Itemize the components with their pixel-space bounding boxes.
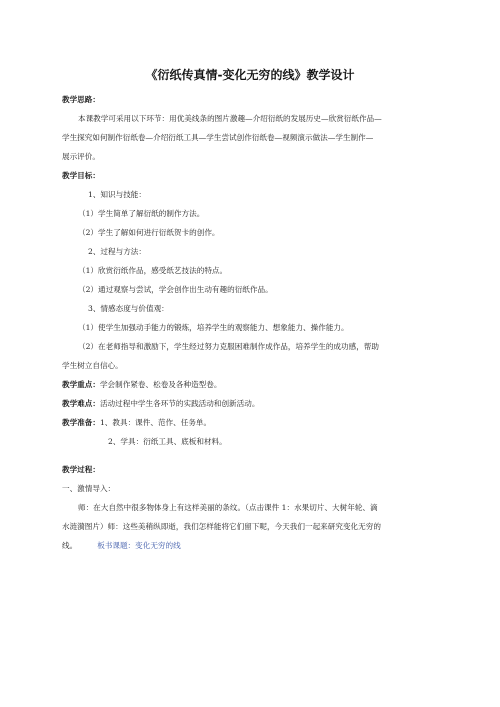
goal-3-item-b-line-1: （2）在老师指导和激励下，学生经过努力克服困难制作成作品，培养学生的成功感，帮助 xyxy=(78,342,379,351)
preparation-row xyxy=(62,418,211,428)
board-topic-text: 板书课题：变化无穷的线 xyxy=(97,541,181,550)
goal-1-heading: 1、知识与技能： xyxy=(88,190,146,199)
preparation-item-1: 1、教具：课件、范作、任务单。 xyxy=(99,418,212,427)
thinking-label: 教学思路： xyxy=(62,95,100,104)
goal-2-item-a: （1）欣赏衍纸作品，感受纸艺技法的特点。 xyxy=(78,266,228,275)
step-1-line-1: 师：在大自然中很多物体身上有这样美丽的条纹。（点击课件 1：水果切片、大树年轮、滴 xyxy=(78,503,378,512)
goal-3-item-b-line-2: 学生树立自信心。 xyxy=(62,361,123,370)
goal-3-heading: 3、情感态度与价值观： xyxy=(88,304,169,313)
difficulty-label: 教学难点： xyxy=(62,399,100,408)
goal-1-item-a: （1）学生简单了解衍纸的制作方法。 xyxy=(78,209,205,218)
difficulty-row xyxy=(62,399,259,409)
goal-2-heading: 2、过程与方法： xyxy=(88,247,146,256)
thinking-line-3: 展示评价。 xyxy=(62,152,100,161)
step-1-line-2: 水涟漪图片）师：这些美稍纵即逝，我们怎样能将它们留下呢，今天我们一起来研究变化无穷的 xyxy=(62,522,381,531)
step-1-heading: 一、激情导入： xyxy=(62,484,116,493)
key-point-text: 学会制作紧卷、松卷及各种造型卷。 xyxy=(99,380,222,389)
document-title: 《衍纸传真情-变化无穷的线》教学设计 xyxy=(145,68,355,82)
goals-label: 教学目标： xyxy=(62,171,100,180)
goal-1-item-b: （2）学生了解如何进行衍纸贺卡的创作。 xyxy=(78,228,220,237)
thinking-line-1: 本课教学可采用以下环节：用优美线条的图片激趣—介绍衍纸的发展历史—欣赏衍纸作品— xyxy=(78,114,382,123)
key-point-row xyxy=(62,380,221,390)
goal-2-item-b: （2）通过观察与尝试，学会创作出生动有趣的衍纸作品。 xyxy=(78,285,273,294)
goal-3-item-a: （1）使学生加强动手能力的锻炼，培养学生的观察能力、想象能力、操作能力。 xyxy=(78,323,349,332)
thinking-line-2: 学生探究如何制作衍纸卷—介绍衍纸工具—学生尝试创作衍纸卷—视频演示做法—学生制作— xyxy=(62,133,374,142)
preparation-item-2: 2、学具：衍纸工具、底板和材料。 xyxy=(108,437,227,446)
step-1-line-3 xyxy=(62,541,181,551)
key-point-label: 教学重点： xyxy=(62,380,100,389)
difficulty-text: 活动过程中学生各环节的实践活动和创新活动。 xyxy=(99,399,260,408)
process-label: 教学过程： xyxy=(62,465,100,474)
preparation-label: 教学准备： xyxy=(62,418,100,427)
step-1-line-3-prefix: 线。 xyxy=(62,541,78,550)
